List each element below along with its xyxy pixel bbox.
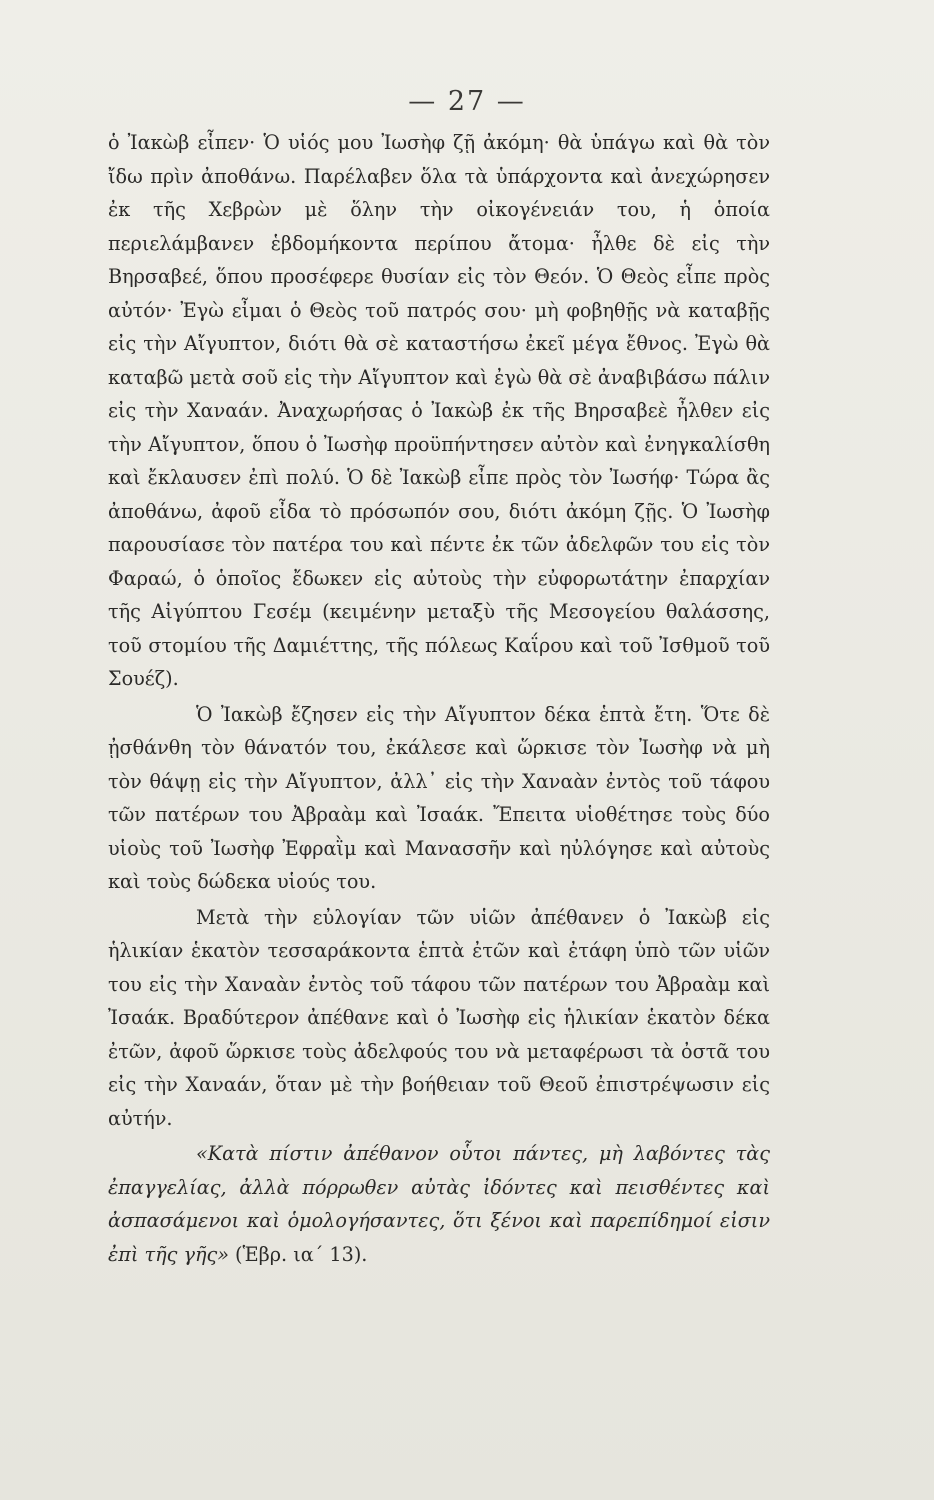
quote-reference: (Ἑβρ. ια´ 13). <box>228 1242 368 1266</box>
scripture-quote <box>108 1137 770 1271</box>
paragraph-1: ὁ Ἰακὼβ εἶπεν· Ὁ υἱός μου Ἰωσὴφ ζῇ ἀκόμη· θὰ ὑπάγω καὶ θὰ τὸν ἴδω πρὶν ἀποθάνω. Παρέλαβεν ὅλα τὰ ὑπάρχοντα καὶ ἀνεχώρησεν ἐκ τῆς Χεβρὼν μὲ ὅλην τὴν οἰκογένειάν του, ἡ ὁποία περιελάμβανεν ἑβδομήκοντα περίπου ἄτομα· ἦλθε δὲ εἰς τὴν Βηρσαβεέ, ὅπου προσέφερε θυσίαν εἰς τὸν Θεόν. Ὁ Θεὸς εἶπε πρὸς αὐτόν· Ἐγὼ εἶμαι ὁ Θεὸς τοῦ πατρός σου· μὴ φοβηθῇς νὰ καταβῇς εἰς τὴν Αἴγυπτον, διότι θὰ σὲ καταστήσω ἐκεῖ μέγα ἔθνος. Ἐγὼ θὰ καταβῶ μετὰ σοῦ εἰς τὴν Αἴγυπτον καὶ ἐγὼ θὰ σὲ ἀναβιβάσω πάλιν εἰς τὴν Χαναάν. Ἀναχωρήσας ὁ Ἰακὼβ ἐκ τῆς Βηρσαβεὲ ἦλθεν εἰς τὴν Αἴγυπτον, ὅπου ὁ Ἰωσὴφ προϋπήντησεν αὐτὸν καὶ ἐνηγκαλίσθη καὶ ἔκλαυσεν ἐπὶ πολύ. Ὁ δὲ Ἰακὼβ εἶπε πρὸς τὸν Ἰωσήφ· Τώρα ἂς ἀποθάνω, ἀφοῦ εἶδα τὸ πρόσωπόν σου, διότι ἀκόμη ζῇς. Ὁ Ἰωσὴφ παρουσίασε τὸν πατέρα του καὶ πέντε ἐκ τῶν ἀδελφῶν του εἰς τὸν Φαραώ, ὁ ὁποῖος ἔδωκεν εἰς αὐτοὺς τὴν εὐφορωτάτην ἐπαρχίαν τῆς Αἰγύπτου Γεσέμ (κειμένην μεταξὺ τῆς Μεσογείου θαλάσσης, τοῦ στομίου τῆς Δαμιέττης, τῆς πόλεως Καΐρου καὶ τοῦ Ἰσθμοῦ τοῦ Σουέζ). <box>108 131 770 690</box>
paragraph-3: Μετὰ τὴν εὐλογίαν τῶν υἱῶν ἀπέθανεν ὁ Ἰακὼβ εἰς ἡλικίαν ἑκατὸν τεσσαράκοντα ἑπτὰ ἐτῶν καὶ ἐτάφη ὑπὸ τῶν υἱῶν του εἰς τὴν Χαναὰν ἐντὸς τοῦ τάφου τῶν πατέρων του Ἀβραὰμ καὶ Ἰσαάκ. Βραδύτερον ἀπέθανε καὶ ὁ Ἰωσὴφ εἰς ἡλικίαν ἑκατὸν δέκα ἐτῶν, ἀφοῦ ὥρκισε τοὺς ἀδελφούς του νὰ μεταφέρωσι τὰ ὀστᾶ του εἰς τὴν Χαναάν, ὅταν μὲ τὴν βοήθειαν τοῦ Θεοῦ ἐπιστρέψωσιν εἰς αὐτήν. <box>108 905 770 1130</box>
paragraph-2: Ὁ Ἰακὼβ ἔζησεν εἰς τὴν Αἴγυπτον δέκα ἑπτὰ ἔτη. Ὅτε δὲ ᾐσθάνθη τὸν θάνατόν του, ἐκάλεσε καὶ ὥρκισε τὸν Ἰωσὴφ νὰ μὴ τὸν θάψῃ εἰς τὴν Αἴγυπτον, ἀλλ᾽ εἰς τὴν Χαναὰν ἐντὸς τοῦ τάφου τῶν πατέρων του Ἀβραὰμ καὶ Ἰσαάκ. Ἔπειτα υἱοθέτησε τοὺς δύο υἱοὺς τοῦ Ἰωσὴφ Ἐφραῒμ καὶ Μανασσῆν καὶ ηὐλόγησε καὶ αὐτοὺς καὶ τοὺς δώδεκα υἱούς του. <box>108 702 770 893</box>
page-number: — 27 — <box>408 86 526 117</box>
quote-text: «Κατὰ πίστιν ἀπέθανον οὗτοι πάντες, μὴ λαβόντες τὰς ἐπαγγελίας, ἀλλὰ πόρρωθεν αὐτὰς ἰδόντες καὶ πεισθέντες καὶ ἀσπασάμενοι καὶ ὁμολογήσαντες, ὅτι ξένοι καὶ παρεπίδημοί εἰσιν ἐπὶ τῆς γῆς» <box>108 1142 770 1266</box>
body-text <box>108 126 770 1271</box>
